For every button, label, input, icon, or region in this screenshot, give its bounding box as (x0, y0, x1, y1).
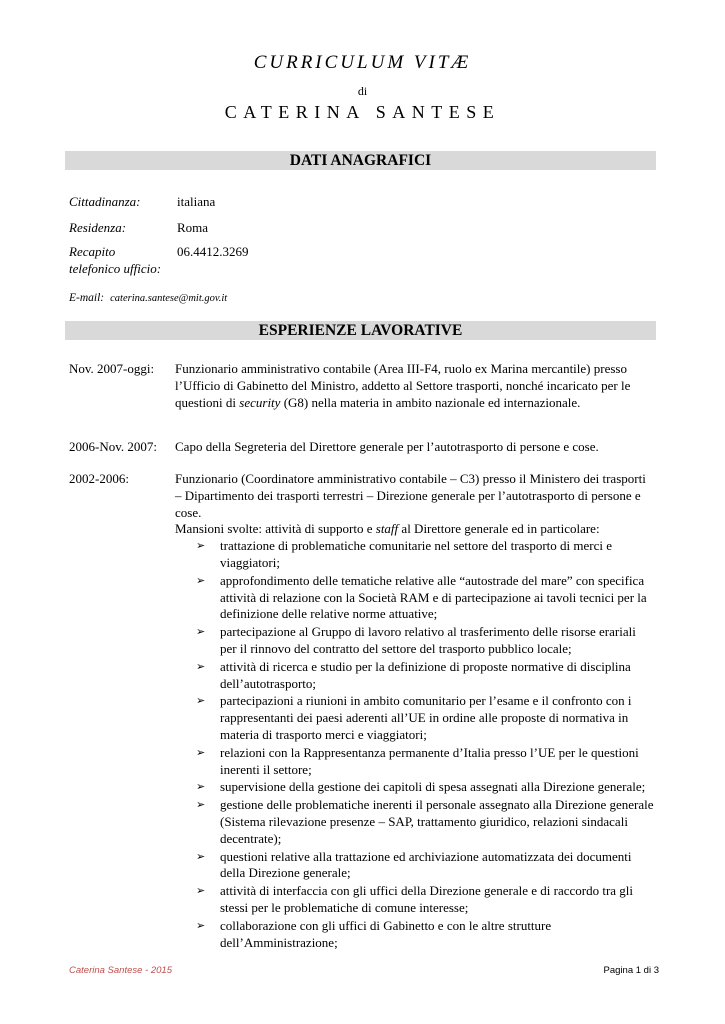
label-cittadinanza: Cittadinanza: (69, 194, 141, 209)
email-row (69, 292, 227, 304)
entry-date: 2002-2006: (69, 471, 129, 486)
arrow-bullet-icon: ➢ (196, 849, 206, 863)
entry-date: 2006-Nov. 2007: (69, 439, 157, 454)
list-item (196, 797, 655, 847)
arrow-bullet-icon: ➢ (196, 625, 206, 639)
value-cittadinanza: italiana (177, 194, 216, 209)
entry-text: Funzionario (Coordinatore amministrativo contabile – C3) presso il Ministero dei trasporti – Dipartimento dei trasporti terrestri – Direzione generale per l’autotrasporto di persone e cose. (175, 471, 646, 520)
entry-date: Nov. 2007-oggi: (69, 361, 155, 376)
list-item (196, 624, 655, 658)
list-item-text: trattazione di problematiche comunitarie nel settore del trasporto di merci e viaggiatori; (220, 538, 613, 570)
entry-text: Capo della Segreteria del Direttore generale per l’autotrasporto di persone e cose. (175, 439, 599, 454)
entry-description (175, 361, 655, 411)
section-heading-esperienze-lavorative: ESPERIENZE LAVORATIVE (65, 321, 656, 340)
entry-description (175, 439, 655, 456)
mansioni-text: al Direttore generale ed in particolare: (398, 521, 600, 537)
person-name: CATERINA SANTESE (224, 102, 501, 122)
entry-description (175, 471, 655, 952)
list-item (196, 538, 655, 572)
list-item-text: gestione delle problematiche inerenti il personale assegnato alla Direzione generale (Sistema rilevazione presenze – SAP, trattamento giuridico, relazioni sindacali decentrate); (220, 797, 654, 846)
list-item-text: collaborazione con gli uffici di Gabinetto e con le altre strutture dell’Amministrazione; (220, 917, 552, 950)
list-item-text: approfondimento delle tematiche relative alle “autostrade del mare” con specifica attività di relazione con la Società RAM e di partecipazione ai tavoli tecnici per la definizione delle relative norme attuative; (220, 572, 647, 622)
document-title: CURRICULUM VITÆ (253, 52, 472, 73)
arrow-bullet-icon: ➢ (196, 745, 206, 759)
list-item (196, 848, 655, 883)
title-connector: di (357, 84, 368, 98)
entry-text-emphasis: security (239, 394, 281, 410)
list-item (196, 744, 655, 779)
list-item-text: questioni relative alla trattazione ed archiviazione automatizzata dei documenti della Direzione generale; (220, 848, 632, 881)
list-item (196, 693, 655, 743)
section-heading-dati-anagrafici: DATI ANAGRAFICI (65, 151, 656, 170)
mansioni-intro (175, 521, 655, 538)
list-item (196, 779, 655, 796)
list-item-text: partecipazioni a riunioni in ambito comunitario per l’esame e il confronto con i rappresentanti dei paesi aderenti all’UE in ordine alle proposte di normativa in materia di trasporto merci e viaggiatori; (220, 693, 632, 742)
value-recapito-telefonico: 06.4412.3269 (177, 244, 249, 259)
arrow-bullet-icon: ➢ (196, 573, 206, 587)
list-item (196, 883, 655, 917)
label-recapito-telefonico: Recapito telefonico ufficio: (69, 244, 162, 276)
footer-author: Caterina Santese - 2015 (69, 965, 172, 976)
duties-list (175, 538, 655, 951)
arrow-bullet-icon: ➢ (196, 694, 206, 708)
arrow-bullet-icon: ➢ (196, 659, 206, 673)
footer-page-number: Pagina 1 di 3 (603, 965, 659, 976)
email-label: E-mail: (69, 292, 105, 304)
arrow-bullet-icon: ➢ (196, 918, 206, 932)
list-item (196, 658, 655, 693)
list-item-text: relazioni con la Rappresentanza permanente d’Italia presso l’UE per le questioni inerenti il settore; (220, 744, 639, 777)
list-item (196, 572, 655, 623)
mansioni-emphasis: staff (375, 521, 399, 537)
label-residenza: Residenza: (69, 220, 127, 235)
arrow-bullet-icon: ➢ (196, 539, 206, 553)
entry-text: Funzionario amministrativo contabile (Area III-F4, ruolo ex Marina mercantile) presso l’Ufficio di Gabinetto del Ministro, addetto al Settore trasporti, nonché incaricato per le questioni di (175, 361, 631, 410)
arrow-bullet-icon: ➢ (196, 798, 206, 812)
email-link[interactable]: caterina.santese@mit.gov.it (110, 293, 228, 304)
list-item-text: attività di interfaccia con gli uffici della Direzione generale e di raccordo tra gli stessi per le problematiche di comune interesse; (220, 883, 634, 915)
value-residenza: Roma (177, 220, 209, 235)
arrow-bullet-icon: ➢ (196, 780, 206, 794)
entry-text: (G8) nella materia in ambito nazionale ed internazionale. (280, 394, 581, 410)
mansioni-text: Mansioni svolte: attività di supporto e (175, 521, 376, 537)
list-item (196, 917, 655, 952)
arrow-bullet-icon: ➢ (196, 884, 206, 898)
list-item-text: partecipazione al Gruppo di lavoro relativo al trasferimento delle risorse erariali per il rinnovo del contratto del settore del trasporto pubblico locale; (220, 624, 636, 656)
list-item-text: attività di ricerca e studio per la definizione di proposte normative di disciplina dell’autotrasporto; (220, 658, 631, 691)
list-item-text: supervisione della gestione dei capitoli di spesa assegnati alla Direzione generale; (220, 779, 646, 795)
